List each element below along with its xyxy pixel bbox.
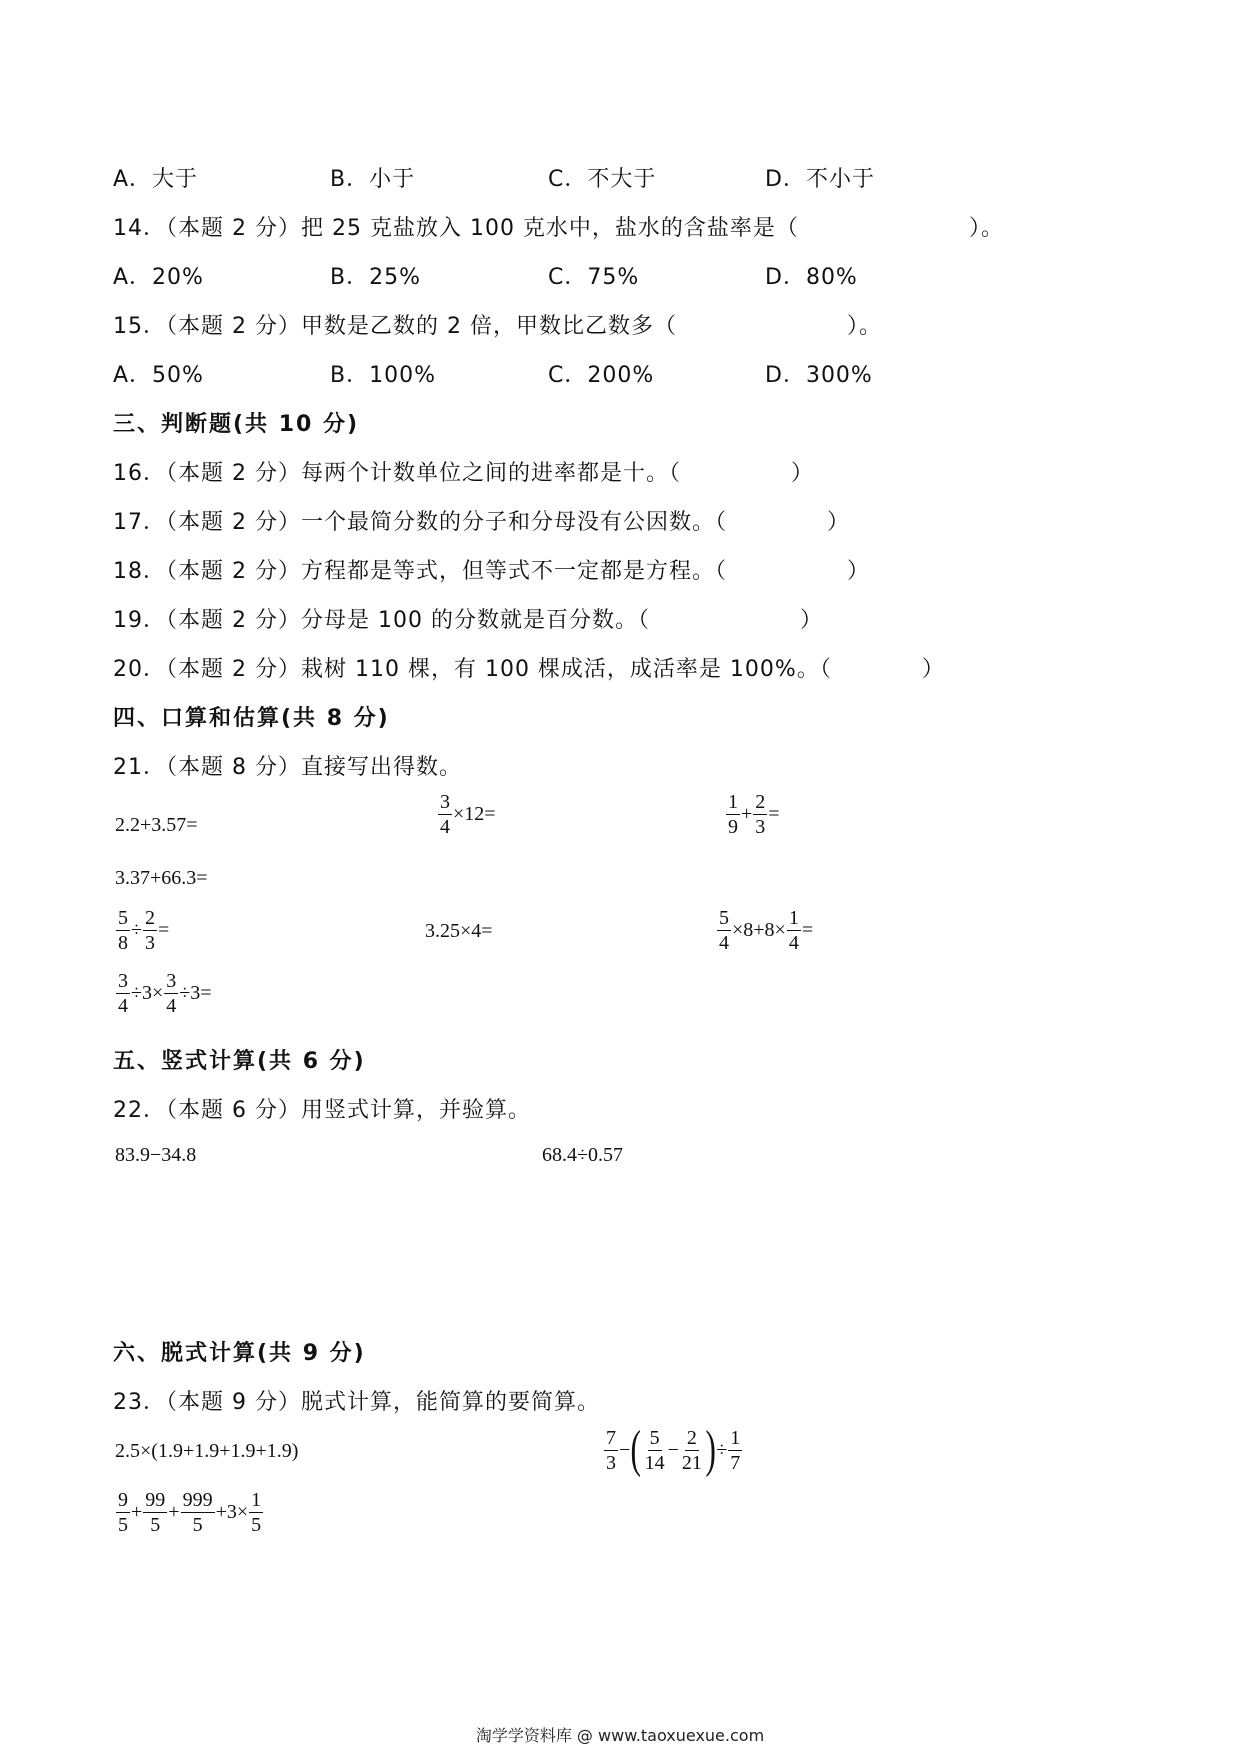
operator: − [619,1438,631,1461]
q22-text: 22．（本题 6 分）用竖式计算，并验算。 [113,1098,531,1123]
q23-text: 23．（本题 9 分）脱式计算，能简算的要简算。 [113,1390,600,1415]
operator: + [131,1501,143,1523]
q22-expr-1: 83.9−34.8 [115,1143,197,1166]
fraction [680,1426,704,1475]
numerator: 3 [118,970,128,992]
footer-watermark: 淘学学资料库 @ www.taoxuexue.com [475,1726,765,1745]
q14-close: ）。 [968,216,1004,241]
numerator: 2 [686,1426,697,1449]
q21-expr-5 [115,906,169,955]
fraction [438,790,452,839]
fraction [249,1488,263,1537]
denominator: 3 [606,1451,616,1474]
q20-stem: 20．（本题 2 分）栽树 110 棵，有 100 棵成活，成活率是 100%。（ [113,657,832,682]
q13-option-c: C．不大于 [548,167,657,192]
numerator: 1 [788,907,799,929]
expr-middle: +3× [215,1501,249,1523]
denominator: 4 [440,816,450,838]
numerator: 999 [182,1489,213,1511]
denominator: 8 [118,932,128,954]
expr-rest: ÷3= [179,982,212,1004]
numerator: 1 [730,1426,741,1449]
denominator: 4 [118,995,128,1017]
section-4-heading: 四、口算和估算(共 8 分) [113,706,390,731]
q20-close: ） [921,657,945,682]
operator: + [168,1501,180,1523]
section-3-heading: 三、判断题(共 10 分) [113,412,360,437]
q23-expr-3 [115,1488,264,1537]
q13-option-a: A．大于 [113,167,199,192]
numerator: 3 [166,970,177,992]
q23-expr-1: 2.5×(1.9+1.9+1.9+1.9) [115,1439,299,1462]
denominator: 5 [150,1514,161,1536]
denominator: 21 [681,1451,702,1474]
denominator: 9 [728,816,738,838]
q14-option-b: B．25% [330,265,421,290]
q15-option-a: A．50% [113,363,204,388]
denominator: 14 [644,1451,665,1474]
denominator: 5 [251,1514,262,1536]
q17-stem: 17．（本题 2 分）一个最简分数的分子和分母没有公因数。（ [113,510,727,535]
q23-expr-2 [603,1421,743,1478]
numerator: 1 [251,1489,262,1511]
fraction [116,969,130,1018]
expr-rest: = [801,919,814,941]
expr-rest: = [157,919,170,941]
operator: + [741,803,753,825]
q18-text [113,554,870,585]
q21-expr-3 [725,790,780,839]
q15-close: ）。 [846,314,882,339]
expr-middle: ×8+8× [732,919,786,941]
fraction [604,1426,618,1475]
q15-option-c: C．200% [548,363,655,388]
expr-rest: ×12= [453,803,496,825]
q21-expr-4: 3.37+66.3= [115,866,208,889]
q19-stem: 19．（本题 2 分）分母是 100 的分数就是百分数。（ [113,608,650,633]
right-paren: ) [705,1421,716,1478]
expr-middle: ÷3× [131,982,164,1004]
numerator: 2 [755,791,766,813]
denominator: 4 [719,932,729,954]
q19-close: ） [799,608,823,633]
q14-text [113,211,1004,242]
operator: ÷ [716,1438,728,1461]
q16-close: ） [790,461,814,486]
denominator: 4 [788,932,799,954]
q15-text [113,309,882,340]
q21-expr-2 [437,790,496,839]
q21-expr-1: 2.2+3.57= [115,813,198,836]
q13-option-d: D．不小于 [765,167,875,192]
fraction [181,1488,215,1537]
numerator: 2 [144,907,155,929]
q14-stem: 14．（本题 2 分）把 25 克盐放入 100 克水中，盐水的含盐率是（ [113,216,799,241]
fraction [643,1426,667,1475]
q15-option-b: B．100% [330,363,436,388]
denominator: 3 [755,816,766,838]
denominator: 5 [118,1514,128,1536]
q18-close: ） [846,559,870,584]
denominator: 5 [192,1514,203,1536]
expr-rest: = [768,803,780,825]
q13-option-b: B．小于 [330,167,416,192]
q17-close: ） [826,510,850,535]
fraction [116,906,130,955]
denominator: 4 [166,995,177,1017]
numerator: 9 [118,1489,128,1511]
fraction [753,790,767,839]
numerator: 5 [649,1426,660,1449]
q14-option-c: C．75% [548,265,640,290]
fraction [143,906,157,955]
section-6-heading: 六、脱式计算(共 9 分) [113,1341,366,1366]
denominator: 3 [144,932,155,954]
fraction [116,1488,130,1537]
fraction [143,1488,167,1537]
fraction [726,790,740,839]
fraction [164,969,178,1018]
q16-stem: 16．（本题 2 分）每两个计数单位之间的进率都是十。（ [113,461,681,486]
fraction [787,906,801,955]
numerator: 99 [145,1489,166,1511]
q21-expr-7 [716,906,813,955]
numerator: 3 [440,791,450,813]
fraction [728,1426,742,1475]
q18-stem: 18．（本题 2 分）方程都是等式，但等式不一定都是方程。（ [113,559,727,584]
q14-option-d: D．80% [765,265,858,290]
numerator: 7 [606,1426,616,1449]
numerator: 5 [118,907,128,929]
q21-text: 21．（本题 8 分）直接写出得数。 [113,755,462,780]
q21-expr-6: 3.25×4= [425,919,493,942]
q17-text [113,505,850,536]
left-paren: ( [630,1421,642,1478]
operator: − [667,1438,679,1461]
q19-text [113,603,823,634]
numerator: 1 [728,791,738,813]
q22-expr-2: 68.4÷0.57 [542,1143,623,1166]
q15-stem: 15．（本题 2 分）甲数是乙数的 2 倍，甲数比乙数多（ [113,314,677,339]
q14-option-a: A．20% [113,265,204,290]
q20-text [113,652,945,683]
denominator: 7 [730,1451,741,1474]
q15-option-d: D．300% [765,363,873,388]
numerator: 5 [719,907,729,929]
operator: ÷ [131,919,142,941]
section-5-heading: 五、竖式计算(共 6 分) [113,1049,366,1074]
fraction [717,906,731,955]
q16-text [113,456,814,487]
q21-expr-8 [115,969,212,1018]
